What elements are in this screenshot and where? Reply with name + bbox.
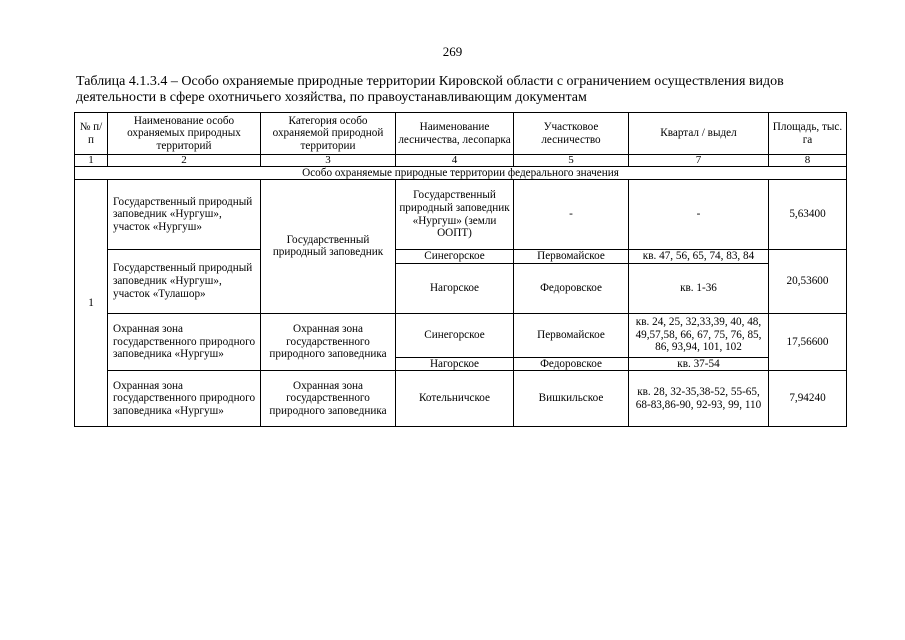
column-number: 7: [629, 155, 769, 167]
section-row: [75, 167, 847, 180]
table-row: [75, 371, 847, 427]
page-number: 269: [442, 44, 463, 59]
header-category: Категория особо охраняемой природной территории: [261, 113, 396, 155]
column-number: 8: [769, 155, 847, 167]
area-value: 17,56600: [769, 313, 847, 371]
territory-category: Государственный природный заповедник: [261, 180, 396, 314]
quarter-list: кв. 47, 56, 65, 74, 83, 84: [629, 250, 769, 264]
quarter-list: кв. 28, 32-35,38-52, 55-65, 68-83,86-90, 92-93, 99, 110: [629, 371, 769, 427]
quarter-list: -: [629, 180, 769, 250]
table-caption: Таблица 4.1.3.4 – Особо охраняемые природные территории Кировской области с ограничением осуществления видов деятельности в сфере охотничьего хозяйства, по правоустанавливающим документам: [76, 74, 784, 105]
territory-category: Охранная зона государственного природного заповедника: [261, 313, 396, 371]
protected-areas-table: [74, 112, 847, 427]
column-number: 4: [396, 155, 514, 167]
quarter-list: кв. 1-36: [629, 263, 769, 313]
header-area: Площадь, тыс. га: [769, 113, 847, 155]
header-name: Наименование особо охраняемых природных территорий: [108, 113, 261, 155]
territory-name: Охранная зона государственного природного заповедника «Нургуш»: [108, 313, 261, 371]
district-forestry: -: [514, 180, 629, 250]
district-forestry: Вишкильское: [514, 371, 629, 427]
quarter-list: кв. 24, 25, 32,33,39, 40, 48, 49,57,58, 66, 67, 75, 76, 85, 86, 93,94, 101, 102: [629, 313, 769, 357]
table-row: [75, 313, 847, 357]
forestry-name: Нагорское: [396, 357, 514, 371]
column-number: 3: [261, 155, 396, 167]
section-title: Особо охраняемые природные территории федерального значения: [75, 167, 847, 180]
header-forestry: Наименование лесничества, лесопарка: [396, 113, 514, 155]
header-num: № п/п: [75, 113, 108, 155]
table-row: [75, 180, 847, 250]
quarter-list: кв. 37-54: [629, 357, 769, 371]
territory-name: Охранная зона государственного природного заповедника «Нургуш»: [108, 371, 261, 427]
forestry-name: Синегорское: [396, 250, 514, 264]
column-number: 2: [108, 155, 261, 167]
district-forestry: Первомайское: [514, 313, 629, 357]
header-quarter: Квартал / выдел: [629, 113, 769, 155]
forestry-name: Синегорское: [396, 313, 514, 357]
forestry-name: Государственный природный заповедник «Нургуш» (земли ООПТ): [396, 180, 514, 250]
territory-name: Государственный природный заповедник «Нургуш», участок «Тулашор»: [108, 250, 261, 314]
district-forestry: Федоровское: [514, 263, 629, 313]
table-row: [75, 250, 847, 264]
header-district: Участковое лесничество: [514, 113, 629, 155]
district-forestry: Федоровское: [514, 357, 629, 371]
territory-category: Охранная зона государственного природного заповедника: [261, 371, 396, 427]
area-value: 7,94240: [769, 371, 847, 427]
district-forestry: Первомайское: [514, 250, 629, 264]
header-row: [75, 113, 847, 155]
group-number: 1: [75, 180, 108, 427]
column-number-row: [75, 155, 847, 167]
area-value: 5,63400: [769, 180, 847, 250]
territory-name: Государственный природный заповедник «Нургуш», участок «Нургуш»: [108, 180, 261, 250]
column-number: 1: [75, 155, 108, 167]
forestry-name: Котельничское: [396, 371, 514, 427]
area-value: 20,53600: [769, 250, 847, 314]
forestry-name: Нагорское: [396, 263, 514, 313]
column-number: 5: [514, 155, 629, 167]
